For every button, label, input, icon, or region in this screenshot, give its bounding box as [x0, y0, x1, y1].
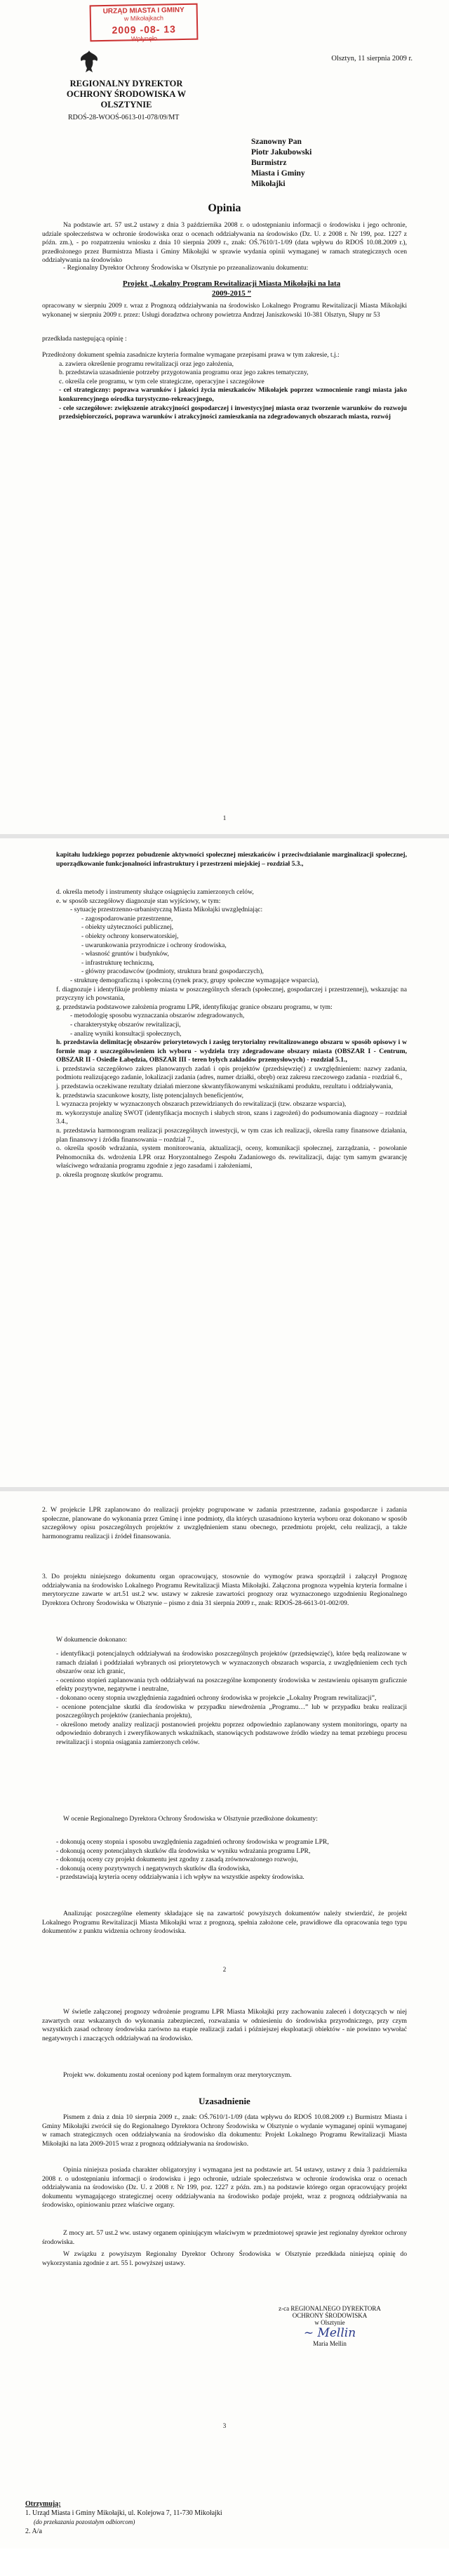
handwritten-signature: ~ Mellin	[303, 2326, 356, 2340]
list-item: - sytuację przestrzenno-urbanistyczną Miasta Mikołajki uwzględniając:	[70, 906, 263, 914]
list-item: - główny pracodawców (podmioty, struktura branż gospodarczych),	[81, 967, 264, 976]
paragraph: Z mocy art. 57 ust.2 ww. ustawy organem opiniującym właściwym w przedmiotowej sprawie jest regionalny dyrektor ochrony środowiska.	[42, 2229, 407, 2246]
recipient-line: Piotr Jakubowski	[251, 148, 312, 157]
list-item: c. określa cele programu, w tym cele strategiczne, operacyjne i szczegółowe	[59, 377, 264, 385]
list-item: i. przedstawia szczegółowo zakres planowanych zadań i opis projektów (przedsięwzięć) z uwzględnieniem: nazwy zadania, podmiotu realizującego zadanie, lokalizacji zadania (adres, numer działki, obręb) oraz zakresu rzeczowego zadania - rozdział 6.,	[56, 1064, 407, 1082]
paragraph: W związku z powyższym Regionalny Dyrektor Ochrony Środowiska w Olsztynie przedkłada niniejszą opinię do wykorzystania zgodnie z art. 55 l. powyższej ustawy.	[42, 2250, 407, 2267]
stamp-line1: URZĄD MIASTA I GMINY	[102, 6, 185, 16]
list-item: - ocenione potencjalne skutki dla środowiska w przypadku niewdrożenia „Programu…” lub w przypadku braku realizacji poszczególnych projektów (zaniechania projektu),	[56, 1703, 407, 1720]
signature-title: z-ca REGIONALNEGO DYREKTORA	[279, 2305, 381, 2312]
recipients-list	[25, 2499, 222, 2536]
list-item: k. przedstawia szacunkowe koszty, listę potencjalnych beneficjentów,	[56, 1091, 244, 1099]
paragraph: Opinia niniejsza posiada charakter obligatoryjny i wymagana jest na podstawie art. 54 ustawy, ustawy z dnia 3 października 2008 r. o udostępnianiu informacji o środowisku i jego ochronie, udziale społeczeństwa w ochronie środowiska oraz o ocenach oddziaływania na środowisko (Dz. U. z 2008 r. Nr 199, poz. 1227 z późn. zm.) na podstawie którego organ opracowujący projekt dokumentu wymagającego strategicznej oceny oddziaływania na środowisko podaje projekt, wraz z prognozą oddziaływania na środowisko, opiniowaniu przez właściwe organy.	[42, 2166, 407, 2210]
paragraph: Projekt ww. dokumentu został oceniony pod kątem formalnym oraz merytorycznym.	[63, 2071, 292, 2079]
assessment-list	[56, 1650, 407, 1748]
list-item: - cele szczegółowe: zwiększenie atrakcyjności gospodarczej i inwestycyjnej miasta oraz tworzenie warunków do rozwoju przedsiębiorczości, poprawa warunków i atrakcyjności zamieszkania na zdegradowanych obszarach miasta, rozwój	[59, 404, 407, 421]
list-item: - dokonują oceny stopnia i sposobu uwzględnienia zagadnień ochrony środowiska w programie LPR,	[56, 1838, 329, 1846]
paragraph: W świetle załączonej prognozy wdrożenie programu LPR Miasta Mikołajki przy zachowaniu zaleceń i dotyczących w niej zawartych oraz wskazanych do wykonania zabezpieczeń, rozważania w odniesieniu do środowiska przyrodniczego, przy czym wszystkich zasad ochrony środowiska zarówno na etapie realizacji zadań i późniejszej eksploatacji obiektów - nie powinno wywołać negatywnych i znaczących oddziaływań na środowisko.	[42, 2008, 407, 2042]
list-item: - zagospodarowanie przestrzenne,	[81, 914, 173, 923]
list-item: - metodologię sposobu wyznaczania obszarów zdegradowanych,	[70, 1012, 245, 1020]
recipient-item: 1. Urząd Miasta i Gminy Mikołajki, ul. Kolejowa 7, 11-730 Mikołajki	[25, 2509, 222, 2517]
recipients-heading: Otrzymują:	[25, 2500, 61, 2508]
place-date: Olsztyn, 11 sierpnia 2009 r.	[331, 55, 413, 62]
list-item: - przedstawiają kryteria oceny oddziaływania i ich wpływ na wszystkie aspekty środowiska.	[56, 1873, 304, 1882]
justification-title: Uzasadnienie	[199, 2096, 250, 2106]
paragraph: - Regionalny Dyrektor Ochrony Środowiska w Olsztynie po przeanalizowaniu dokumentu:	[63, 264, 309, 272]
project-title: Projekt „Lokalny Program Rewitalizacji Miasta Mikołajki na lata 2009-2015 ”	[122, 279, 341, 298]
signature-block	[277, 2305, 382, 2347]
recipient-item: 2. A/a	[25, 2528, 42, 2535]
recipient-line: Burmistrz	[251, 159, 287, 167]
page-number: 1	[222, 814, 227, 821]
recipient-address	[251, 137, 311, 190]
paragraph: Na podstawie art. 57 ust.2 ustawy z dnia 3 października 2008 r. o udostępnianiu informacji o środowisku i jego ochronie, udziale społeczeństwa w ochronie środowiska oraz o ocenach oddziaływania na środowisko (Dz. U. z 2008 r. Nr 199, poz. 1227 z późn. zm.), - po rozpatrzeniu wniosku z dnia 10 sierpnia 2009 r., znak: OŚ.7610/1-1/09 (data wpływu do RDOŚ 10.08.2009 r.), przedłożonego przez Burmistrza Miasta i Gminy Mikołajki w sprawie wydania opinii wymaganej w ramach strategicznych ocen oddziaływania na środowisko	[42, 221, 407, 265]
page-separator	[0, 1487, 449, 1491]
list-item: o. określa sposób wdrażania, system monitorowania, aktualizacji, oceny, komunikacji społecznej, zarządzania, - powołanie Pełnomocnika ds. wdrożenia LPR oraz Horyzontalnego Zespołu Zadaniowego ds. rewitalizacji, dając tym samym gwarancję właściwego wdrażania programu zgodnie z jego zasadami i założeniami,	[56, 1144, 407, 1170]
conclusion-list	[56, 1838, 407, 1882]
list-item: n. przedstawia harmonogram realizacji poszczególnych inwestycji, w tym czas ich realizacji, określa ramy finansowe działania, plan finansowy i źródła finansowania – rozdział 7.,	[56, 1127, 407, 1144]
recipient-line: Mikołajki	[251, 180, 286, 188]
paragraph: W ocenie Regionalnego Dyrektora Ochrony Środowiska w Olsztynie przedłożone dokumenty:	[63, 1815, 318, 1823]
paragraph: Analizując poszczególne elementy składające się na zawartość powyższych dokumentów należy stwierdzić, że projekt Lokalnego Programu Rewitalizacji Miasta Mikołajki wraz z prognozą, spełnia założone cele, prawidłowe dla opracowania tego typu dokumentów z punktu widzenia ochrony środowiska.	[42, 1910, 407, 1936]
list-item: - własność gruntów i budynków,	[81, 950, 169, 958]
recipient-note: (do przekazania pozostałym odbiorcom)	[34, 2518, 135, 2525]
list-item: - określono metody analizy realizacji postanowień projektu poprzez odpowiednio zaplanowany system monitoringu, oparty na odpowiednio dobranych i zweryfikowanych wskaźnikach, stanowiących podstawowe źródło wiedzy na temat przebiegu procesu rewitalizacji i stopnia osiągania zamierzonych celów.	[56, 1720, 407, 1746]
signature-title: OCHRONY ŚRODOWISKA	[292, 2312, 368, 2319]
list-item: - charakterystykę obszarów rewitalizacji,	[70, 1020, 181, 1029]
page-number: 3	[222, 2422, 227, 2429]
eagle-emblem-icon	[79, 49, 100, 74]
recipient-line: Miasta i Gminy	[251, 169, 305, 178]
recipient-line: Szanowny Pan	[251, 138, 302, 146]
page-number: 2	[222, 1966, 227, 1973]
list-item: g. przedstawia podstawowe założenia programu LPR, identyfikując granice obszaru programu, w tym:	[56, 1003, 333, 1011]
paragraph: przedkłada następującą opinię :	[42, 335, 127, 343]
list-item: d. określa metody i instrumenty służące osiągnięciu zamierzonych celów,	[56, 888, 254, 896]
paragraph: 3. Do projektu niniejszego dokumentu organ opracowujący, stosownie do wymogów prawa sporządził i załączył Prognozę oddziaływania na środowisko Lokalnego Programu Rewitalizacji Miasta Mikołajki. Załączona prognoza wypełnia kryteria formalne i merytoryczne zawarte w art.51 ust.2 ww. ustawy w zakresie zawartości prognozy oraz wyznaczonego uzgodnieniu Regionalnego Dyrektora Ochrony Środowiska w Olsztynie – pismo z dnia 31 sierpnia 2009 r., znak: RDOŚ-28-6613-01-002/09.	[42, 1573, 407, 1607]
signature-title: w Olsztynie	[314, 2319, 345, 2326]
list-item: - cel strategiczny: poprawa warunków i jakości życia mieszkańców Mikołajek poprzez wzmocnienie rangi miasta jako konkurencyjnego ośrodka turystyczno-rekreacyjnego,	[59, 386, 407, 403]
list-item: - dokonują oceny czy projekt dokumentu jest zgodny z zasadą zrównoważonego rozwoju,	[56, 1856, 298, 1864]
list-item: e. w sposób szczegółowy diagnozuje stan wyjściowy, w tym:	[56, 897, 221, 905]
signatory-name: Maria Mellin	[313, 2340, 347, 2347]
paragraph: 2. W projekcie LPR zaplanowano do realizacji projekty pogrupowane w zadania przestrzenne, zadania gospodarcze i zadania społeczne, planowane do wykonania przez Gminę i inne podmioty, dla których uzasadniono kryteria wyboru oraz dokonano w sposób szczegółowy opisu poszczególnych projektów z uwzględnieniem stanu obecnego, przedmiotu projekt, celu realizacji, a także harmonogramu realizacji i źródeł finansowania.	[42, 1506, 407, 1540]
page-separator	[0, 834, 449, 838]
opinion-list-2	[56, 888, 407, 1180]
list-item: j. przedstawia oczekiwane rezultaty działań mierzone skwantyfikowanymi wskaźnikami produktu, rezultatu i oddziaływania,	[56, 1083, 394, 1091]
list-item: - dokonano oceny stopnia uwzględnienia zagadnień ochrony środowiska w projekcie „Lokalny Program rewitalizacji”,	[56, 1693, 377, 1702]
list-item: - dokonują oceny potencjalnych skutków dla środowiska w wyniku wdrażania programu LPR,	[56, 1847, 311, 1855]
stamp-date: 2009 -08- 13	[112, 23, 177, 36]
stamp-line2: w Mikołajkach	[123, 14, 163, 22]
opinion-list-1	[42, 351, 407, 422]
paragraph: W dokumencie dokonano:	[56, 1636, 128, 1644]
paragraph: opracowany w sierpniu 2009 r. wraz z Prognozą oddziaływania na środowisko Lokalnego Programu Rewitalizacji Miasta Mikołajki wykonanej w sierpniu 2009 r. przez: Usługi doradztwa ochrony powietrza Andrzej Janiszkowski 10-381 Olsztyn, Słupy nr 53	[42, 302, 407, 319]
list-item: - oceniono stopień zaplanowania tych oddziaływań na poszczególne komponenty środowiska w zestawieniu opisanym graficznie efekty pozytywne, negatywne i neutralne,	[56, 1676, 407, 1693]
list-item: b. przedstawia uzasadnienie potrzeby przygotowania programu oraz jego zakres tematyczny,	[59, 369, 309, 377]
reference-number: RDOŚ-28-WOOŚ-0613-01-078/09/MT	[68, 114, 180, 121]
list-item: p. określa prognozę skutków programu.	[56, 1171, 163, 1179]
received-stamp	[90, 4, 199, 42]
list-item: - strukturę demograficzną i społeczną (rynek pracy, grupy społeczne wymagające wsparcia),	[70, 976, 319, 984]
stamp-line3: Wpłynęło	[130, 34, 157, 43]
paragraph: Pismem z dnia z dnia 10 sierpnia 2009 r., znak: OŚ.7610/1-1/09 (data wpływu do RDOŚ 10.08.2009 r.) Burmistrz Miasta i Gminy Mikołajki zwrócił się do Regionalnego Dyrektora Ochrony Środowiska w Olsztynie o wydanie wymaganej opinii wymaganej w ramach strategicznych ocen oddziaływania na środowisko dla dokumentu: Projekt Lokalnego Programu Rewitalizacji Miasta Mikołajki na lata 2009-2015 wraz z prognozą oddziaływania na środowisko.	[42, 2113, 407, 2148]
list-item: - analizę wyniki konsultacji społecznych,	[70, 1029, 182, 1038]
list-item: h. przedstawia delimitację obszarów priorytetowych i zasięg terytorialny rewitalizowanego obszaru w sposób opisowy i w formie map z uszczegółowieniem ich wyboru - wydziela trzy zdegradowane obszary miasta (OBSZAR I - Centrum, OBSZAR II - Osiedle Łabędzia, OBSZAR III - teren byłych zakładów przemysłowych) - rozdział 5.1.,	[56, 1038, 407, 1064]
list-item: - uwarunkowania przyrodnicze i ochrony środowiska,	[81, 941, 227, 949]
list-item: - dokonują oceny pozytywnych i negatywnych skutków dla środowiska,	[56, 1864, 250, 1872]
issuer-name: REGIONALNY DYREKTOR OCHRONY ŚRODOWISKA W OLSZTYNIE	[66, 79, 187, 110]
list-item: f. diagnozuje i identyfikuje problemy miasta w poszczególnych sferach (społecznej, gospodarczej i przestrzennej), wskazując na przyczyny ich powstania,	[56, 985, 407, 1003]
list-item: - infrastrukturę techniczną,	[81, 958, 154, 967]
list-item: l. wyznacza projekty w wyznaczonych obszarach przewidzianych do rewitalizacji (tzw. obszarze wsparcia),	[56, 1100, 347, 1109]
list-item: - obiekty użyteczności publicznej,	[81, 923, 174, 932]
document-title: Opinia	[208, 202, 241, 214]
list-item: m. wykorzystuje analizę SWOT (identyfikacja mocnych i słabych stron, szans i zagrożeń) do podsumowania diagnozy – rozdział 3.4.,	[56, 1109, 407, 1126]
list-item: - obiekty ochrony konserwatorskiej,	[81, 932, 179, 940]
list-item: - identyfikacji potencjalnych oddziaływań na środowisko poszczególnych projektów (przedsięwzięć), które będą realizowane w ramach działań i poddziałań wybranych osi priorytetowych w wyznaczonych obszarach wsparcia, z uwzględnieniem cech tych obszarów oraz ich granic,	[56, 1650, 407, 1676]
list-item: Przedłożony dokument spełnia zasadnicze kryteria formalne wymagane przepisami prawa w tym zakresie, t.j.:	[42, 351, 340, 359]
paragraph: kapitału ludzkiego poprzez pobudzenie aktywności społecznej mieszkańców i przeciwdziałanie marginalizacji społecznej, uporządkowanie funkcjonalności infrastruktury i przestrzeni miejskiej – rozdział 5.3.,	[56, 851, 407, 868]
list-item: a. zawiera określenie programu rewitalizacji oraz jego założenia,	[59, 359, 234, 368]
